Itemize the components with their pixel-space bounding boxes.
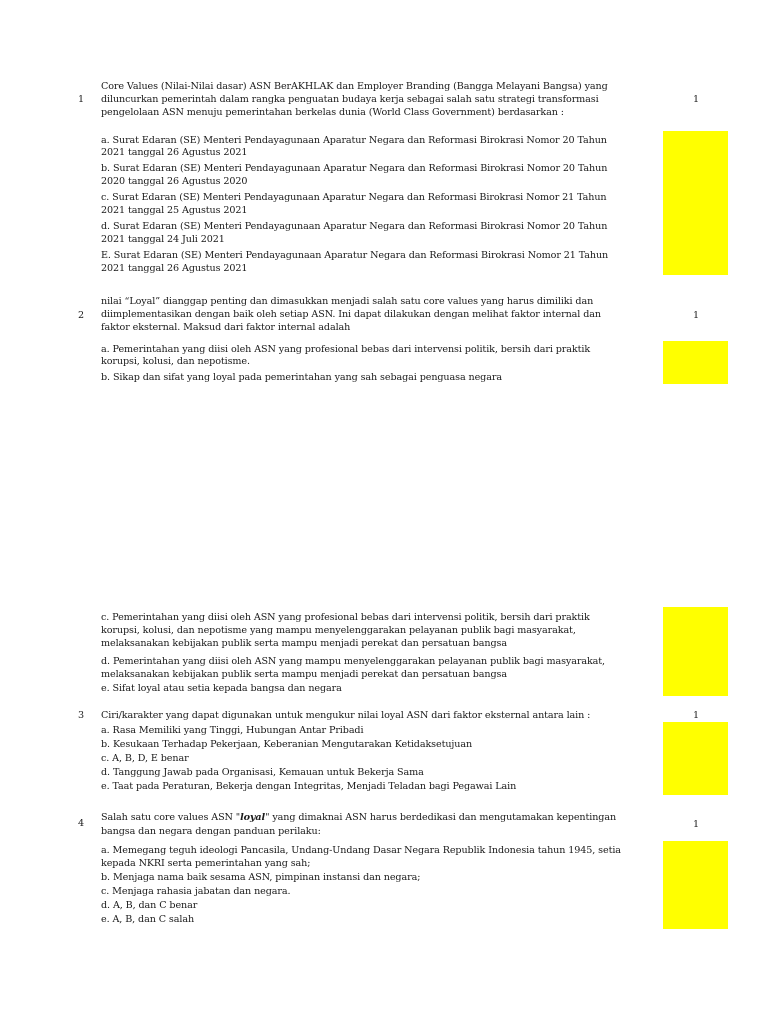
question-text: diluncurkan pemerintah dalam rangka penguatan budaya kerja sebagai salah satu strategi transformasi <box>101 94 599 105</box>
option-text: korupsi, kolusi, dan nepotisme yang mampu menyelenggarakan pelayanan publik bagi masyarakat, <box>101 625 576 636</box>
question-text: bangsa dan negara dengan panduan perilaku: <box>101 826 321 837</box>
question-score: 1 <box>692 710 700 721</box>
emphasized-word: loyal <box>240 812 266 823</box>
option-text: melaksanakan kebijakan publik serta mampu menjadi perekat dan persatuan bangsa <box>101 669 507 680</box>
option-text: b. Kesukaan Terhadap Pekerjaan, Keberanian Mengutarakan Ketidaksetujuan <box>101 739 473 750</box>
option-text: b. Surat Edaran (SE) Menteri Pendayagunaan Aparatur Negara dan Reformasi Birokrasi Nomor 20 Tahun <box>101 163 608 174</box>
option-text: a. Pemerintahan yang diisi oleh ASN yang profesional bebas dari intervensi politik, bersih dari praktik <box>101 344 591 355</box>
option-text: d. Tanggung Jawab pada Organisasi, Kemauan untuk Bekerja Sama <box>101 767 424 778</box>
question-score: 1 <box>692 94 700 105</box>
question-number: 4 <box>78 818 85 829</box>
option-text: E. Surat Edaran (SE) Menteri Pendayagunaan Aparatur Negara dan Reformasi Birokrasi Nomor 21 Tahun <box>101 250 609 261</box>
option-text: korupsi, kolusi, dan nepotisme. <box>101 356 250 367</box>
option-text: c. A, B, D, E benar <box>101 753 189 764</box>
option-text: b. Sikap dan sifat yang loyal pada pemerintahan yang sah sebagai penguasa negara <box>101 372 502 383</box>
answer-highlight-cell[interactable] <box>663 841 728 929</box>
option-text: 2021 tanggal 24 Juli 2021 <box>101 234 225 245</box>
option-text: 2021 tanggal 25 Agustus 2021 <box>101 205 248 216</box>
question-text: Salah satu core values ASN "loyal" yang dimaknai ASN harus berdedikasi dan mengutamakan kepentingan <box>101 812 617 823</box>
question-number: 3 <box>78 710 85 721</box>
option-text: c. Menjaga rahasia jabatan dan negara. <box>101 886 291 897</box>
question-number: 1 <box>78 94 85 105</box>
option-text: c. Surat Edaran (SE) Menteri Pendayagunaan Aparatur Negara dan Reformasi Birokrasi Nomor 21 Tahun <box>101 192 607 203</box>
answer-highlight-cell[interactable] <box>663 131 728 275</box>
option-text: a. Memegang teguh ideologi Pancasila, Undang-Undang Dasar Negara Republik Indonesia tahun 1945, setia <box>101 845 621 856</box>
option-text: e. A, B, dan C salah <box>101 914 195 925</box>
option-text: 2020 tanggal 26 Agustus 2020 <box>101 176 248 187</box>
question-number: 2 <box>78 310 85 321</box>
answer-highlight-cell[interactable] <box>663 341 728 384</box>
option-text: 2021 tanggal 26 Agustus 2021 <box>101 147 248 158</box>
question-text: faktor eksternal. Maksud dari faktor internal adalah <box>101 322 351 333</box>
option-text: melaksanakan kebijakan publik serta mampu menjadi perekat dan persatuan bangsa <box>101 638 507 649</box>
answer-highlight-cell[interactable] <box>663 607 728 696</box>
option-text: a. Rasa Memiliki yang Tinggi, Hubungan Antar Pribadi <box>101 725 364 736</box>
question-text: Core Values (Nilai-Nilai dasar) ASN BerAKHLAK dan Employer Branding (Bangga Melayani Bangsa) yang <box>101 81 608 92</box>
option-text: kepada NKRI serta pemerintahan yang sah; <box>101 858 311 869</box>
question-score: 1 <box>692 819 700 830</box>
question-text: diimplementasikan dengan baik oleh setiap ASN. Ini dapat dilakukan dengan melihat faktor internal dan <box>101 309 601 320</box>
answer-highlight-cell[interactable] <box>663 722 728 795</box>
question-text: pengelolaan ASN menuju pemerintahan berkelas dunia (World Class Government) berdasarkan : <box>101 107 564 118</box>
option-text: e. Taat pada Peraturan, Bekerja dengan Integritas, Menjadi Teladan bagi Pegawai Lain <box>101 781 517 792</box>
option-text: a. Surat Edaran (SE) Menteri Pendayagunaan Aparatur Negara dan Reformasi Birokrasi Nomor 20 Tahun <box>101 135 607 146</box>
question-text: Ciri/karakter yang dapat digunakan untuk mengukur nilai loyal ASN dari faktor eksternal antara lain : <box>101 710 591 721</box>
option-text: d. A, B, dan C benar <box>101 900 198 911</box>
question-score: 1 <box>692 310 700 321</box>
option-text: b. Menjaga nama baik sesama ASN, pimpinan instansi dan negara; <box>101 872 421 883</box>
option-text: e. Sifat loyal atau setia kepada bangsa dan negara <box>101 683 342 694</box>
option-text: d. Pemerintahan yang diisi oleh ASN yang mampu menyelenggarakan pelayanan publik bagi masyarakat, <box>101 656 605 667</box>
option-text: 2021 tanggal 26 Agustus 2021 <box>101 263 248 274</box>
option-text: d. Surat Edaran (SE) Menteri Pendayagunaan Aparatur Negara dan Reformasi Birokrasi Nomor 20 Tahun <box>101 221 608 232</box>
question-text: nilai “Loyal” dianggap penting dan dimasukkan menjadi salah satu core values yang harus dimiliki dan <box>101 296 594 307</box>
option-text: c. Pemerintahan yang diisi oleh ASN yang profesional bebas dari intervensi politik, bersih dari praktik <box>101 612 590 623</box>
